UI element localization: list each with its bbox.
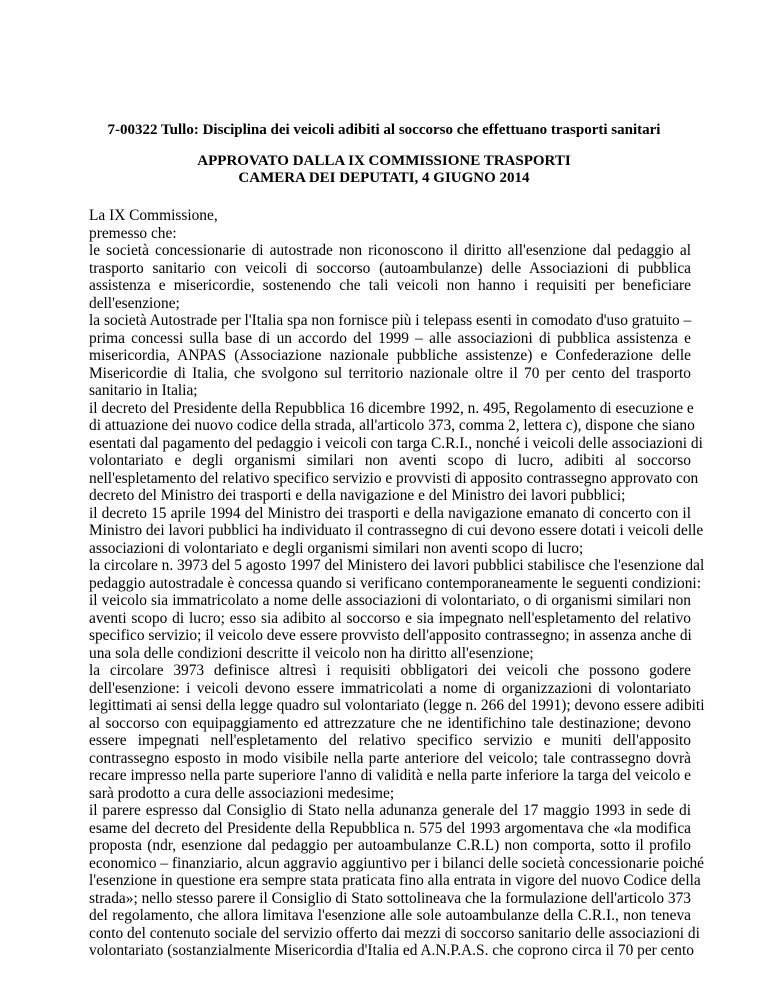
body-line: il decreto del Presidente della Repubblica 16 dicembre 1992, n. 495, Regolamento di esecuzione e — [89, 399, 694, 417]
body-line: Misericordie di Italia, che svolgono sul territorio nazionale oltre il 70 per cento del trasporto — [89, 364, 691, 382]
body-line: sanitario in Italia; — [89, 382, 198, 399]
body-line: economico – finanziario, alcun aggravio aggiuntivo per i bilanci delle società concessionarie poiché — [89, 854, 704, 872]
body-line: proposta (ndr, esenzione dal pedaggio per autoambulanze C.R.L) non comporta, sotto il profilo — [89, 837, 691, 854]
body-line: legittimati ai sensi della legge quadro sul volontariato (legge n. 266 del 1991); devono essere adibiti — [89, 697, 705, 714]
body-line: la circolare n. 3973 del 5 agosto 1997 del Ministero dei lavori pubblici stabilisce che l'esenzione dal — [89, 557, 705, 574]
body-line: recare impresso nella parte superiore l'anno di validità e nella parte inferiore la targa del veicolo e — [89, 767, 691, 784]
body-line: strada»; nello stesso parere il Consiglio di Stato sottolineava che la formulazione dell'articolo 373 — [89, 889, 691, 907]
document-title: 7-00322 Tullo: Disciplina dei veicoli adibiti al soccorso che effettuano trasporti sanitari — [107, 122, 661, 138]
body-line: la società Autostrade per l'Italia spa non fornisce più i telepass esenti in comodato d'uso gratuito – — [89, 312, 692, 329]
body-line: essere impegnati nell'espletamento del relativo specifico servizio e muniti dell'apposito — [89, 732, 691, 749]
body-line: assistenza e misericordie, sostenendo che tali veicoli non hanno i requisiti per beneficiare — [89, 277, 691, 294]
body-line: prima concessi sulla base di un accordo del 1999 – alle associazioni di pubblica assistenza e — [89, 329, 691, 347]
body-line: il decreto 15 aprile 1994 del Ministro dei trasporti e della navigazione emanato di concerto con il — [89, 504, 691, 522]
body-line: al soccorso con equipaggiamento ed attrezzature che ne identifichino tale destinazione; devono — [89, 714, 691, 732]
body-line: pedaggio autostradale è concessa quando si verificano contemporaneamente le seguenti condizioni: — [89, 574, 701, 592]
body-line: dell'esenzione: i veicoli devono essere immatricolati a nome di organizzazioni di volontariato — [89, 679, 691, 697]
body-line: Ministro dei lavori pubblici ha individuato il contrassegno di cui devono essere dotati i veicoli delle — [89, 522, 704, 539]
body-line: specifico servizio; il veicolo deve essere provvisto dell'apposito contrassegno; in assenza anche di — [89, 627, 692, 644]
body-line: nell'espletamento del relativo specifico servizio e provvisti di apposito contrassegno approvato con — [89, 469, 699, 487]
body-line: il veicolo sia immatricolato a nome delle associazioni di volontariato, o di organismi similari non — [89, 592, 691, 609]
body-line: una sola delle condizioni descritte il veicolo non ha diritto all'esenzione; — [89, 644, 534, 662]
body-line: conto del contenuto sociale del servizio offerto dai mezzi di soccorso sanitario delle associazioni di — [89, 924, 700, 942]
body-line: decreto del Ministro dei trasporti e della navigazione e del Ministro dei lavori pubblici; — [89, 487, 626, 504]
body-line: l'esenzione in questione era sempre stata praticata fino alla entrata in vigore del nuovo Codice della — [89, 872, 701, 889]
body-line: misericordia, ANPAS (Associazione nazionale pubbliche assistenze) e Confederazione delle — [89, 347, 691, 364]
body-line: aventi scopo di lucro; esso sia adibito al soccorso e sia impegnato nell'espletamento del relativo — [89, 609, 691, 627]
body-line: premesso che: — [89, 224, 177, 242]
body-line: trasporto sanitario con veicoli di soccorso (autoambulanze) delle Associazioni di pubblica — [89, 259, 691, 277]
body-line: del regolamento, che allora limitava l'esenzione alle sole autoambulanze della C.R.I., non teneva — [89, 907, 691, 924]
body-line: la circolare 3973 definisce altresì i requisiti obbligatori dei veicoli che possono godere — [89, 662, 691, 679]
subtitle-line-1: APPROVATO DALLA IX COMMISSIONE TRASPORTI — [197, 153, 571, 169]
body-line: volontariato (sostanzialmente Misericordia d'Italia ed A.N.P.A.S. che coprono circa il 70 per cento — [89, 942, 694, 959]
body-line: esame del decreto del Presidente della Repubblica n. 575 del 1993 argomentava che «la modifica — [89, 819, 691, 837]
body-line: esentati dal pagamento del pedaggio i veicoli con targa C.R.I., nonché i veicoli delle associazioni di — [89, 434, 703, 452]
subtitle-line-2: CAMERA DEI DEPUTATI, 4 GIUGNO 2014 — [238, 170, 530, 186]
body-line: contrassegno esposto in modo visibile nella parte anteriore del veicolo; tale contrassegno dovrà — [89, 749, 691, 767]
body-line: dell'esenzione; — [89, 294, 180, 312]
body-line: associazioni di volontariato e degli organismi similari non aventi scopo di lucro; — [89, 539, 584, 557]
document-body — [89, 207, 705, 960]
body-line: sarà prodotto a cura delle associazioni medesime; — [89, 784, 395, 802]
body-line: La IX Commissione, — [89, 207, 218, 224]
document-subtitle — [0, 153, 768, 187]
body-line: di attuazione dei nuovo codice della strada, all'articolo 373, comma 2, lettera c), dispone che siano — [89, 417, 695, 434]
body-line: volontariato e degli organismi similari non aventi scopo di lucro, adibiti al soccorso — [89, 452, 691, 469]
body-line: le società concessionarie di autostrade non riconoscono il diritto all'esenzione dal pedaggio al — [89, 242, 691, 259]
body-line: il parere espresso dal Consiglio di Stato nella adunanza generale del 17 maggio 1993 in sede di — [89, 802, 691, 819]
